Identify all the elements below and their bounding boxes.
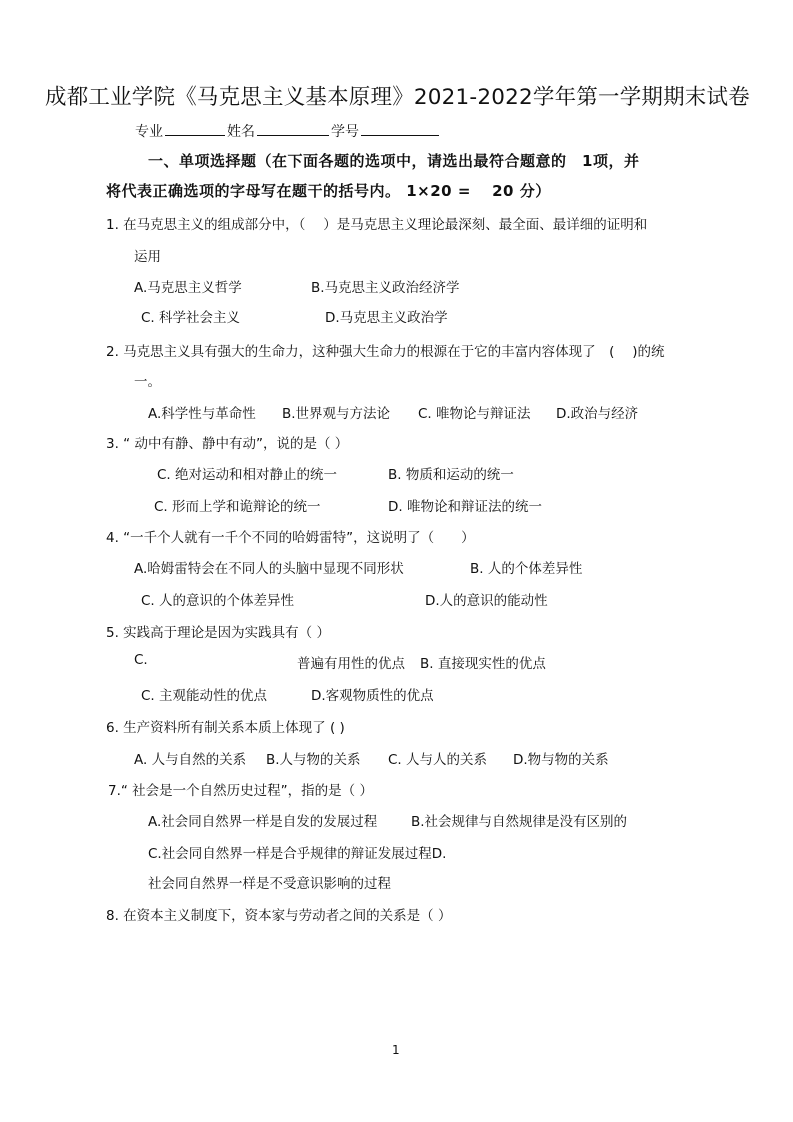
- q4-option-a: A.哈姆雷特会在不同人的头脑中显现不同形状: [134, 561, 404, 577]
- q4-option-d: D.人的意识的能动性: [425, 593, 548, 609]
- q2-option-c: C. 唯物论与辩证法: [418, 406, 531, 422]
- q3-option-c1: C. 绝对运动和相对静止的统一: [157, 467, 338, 483]
- q6-option-a: A. 人与自然的关系: [134, 752, 247, 768]
- page-number: 1: [392, 1043, 400, 1057]
- q1-option-a: A.马克思主义哲学: [134, 280, 242, 296]
- q5-option-c1-label: C.: [134, 652, 148, 668]
- q6-option-b: B.人与物的关系: [266, 752, 361, 768]
- q6-stem: 6. 生产资料所有制关系本质上体现了 ( ): [106, 720, 345, 736]
- q2-option-d: D.政治与经济: [556, 406, 639, 422]
- q7-option-c: C.社会同自然界一样是合乎规律的辩证发展过程D.: [148, 846, 447, 862]
- q4-option-c: C. 人的意识的个体差异性: [141, 593, 295, 609]
- q6-option-c: C. 人与人的关系: [388, 752, 488, 768]
- q1-stem-cont: 运用: [134, 249, 161, 265]
- q3-option-c2: C. 形而上学和诡辩论的统一: [154, 499, 321, 515]
- major-label: 专业: [135, 124, 163, 140]
- name-field[interactable]: [257, 121, 329, 136]
- q5-option-c2: C. 主观能动性的优点: [141, 688, 268, 704]
- student-id-field[interactable]: [361, 121, 439, 136]
- q2-stem: 2. 马克思主义具有强大的生命力，这种强大生命力的根源在于它的丰富内容体现了 ( )的统: [106, 344, 665, 360]
- student-id-label: 学号: [331, 124, 359, 140]
- q1-option-c: C. 科学社会主义: [141, 310, 241, 326]
- q1-option-b: B.马克思主义政治经济学: [311, 280, 460, 296]
- q5-option-d: D.客观物质性的优点: [311, 688, 434, 704]
- q5-option-b: B. 直接现实性的优点: [420, 656, 546, 672]
- major-field[interactable]: [165, 121, 225, 136]
- student-info: [135, 121, 441, 141]
- exam-title: 成都工业学院《马克思主义基本原理》2021-2022学年第一学期期末试卷: [45, 85, 750, 110]
- q3-option-b: B. 物质和运动的统一: [388, 467, 514, 483]
- q3-option-d: D. 唯物论和辩证法的统一: [388, 499, 542, 515]
- section-heading-line1: 一、单项选择题（在下面各题的选项中，请选出最符合题意的 1项，并: [148, 152, 640, 170]
- q2-stem-cont: 一。: [134, 374, 161, 390]
- name-label: 姓名: [227, 124, 255, 140]
- q2-option-b: B.世界观与方法论: [282, 406, 391, 422]
- q1-option-d: D.马克思主义政治学: [325, 310, 448, 326]
- q4-stem: 4. “一千个人就有一千个不同的哈姆雷特”，这说明了（ ）: [106, 530, 475, 546]
- q8-stem: 8. 在资本主义制度下，资本家与劳动者之间的关系是（ ）: [106, 908, 452, 924]
- q5-option-c1-text: 普遍有用性的优点: [297, 656, 405, 672]
- q4-option-b: B. 人的个体差异性: [470, 561, 583, 577]
- q1-stem: 1. 在马克思主义的组成部分中，（ ）是马克思主义理论最深刻、最全面、最详细的证明和: [106, 217, 648, 233]
- q5-stem: 5. 实践高于理论是因为实践具有（ ）: [106, 625, 330, 641]
- q2-option-a: A.科学性与革命性: [148, 406, 256, 422]
- q7-stem: 7.“ 社会是一个自然历史过程”，指的是（ ）: [108, 783, 373, 799]
- q7-option-d: 社会同自然界一样是不受意识影响的过程: [148, 876, 391, 892]
- q7-option-b: B.社会规律与自然规律是没有区别的: [411, 814, 628, 830]
- section-heading-line2: 将代表正确选项的字母写在题干的括号内。 1×20 = 20 分）: [106, 182, 551, 200]
- q3-stem: 3. “ 动中有静、静中有动”，说的是（ ）: [106, 436, 349, 452]
- q6-option-d: D.物与物的关系: [513, 752, 609, 768]
- q7-option-a: A.社会同自然界一样是自发的发展过程: [148, 814, 378, 830]
